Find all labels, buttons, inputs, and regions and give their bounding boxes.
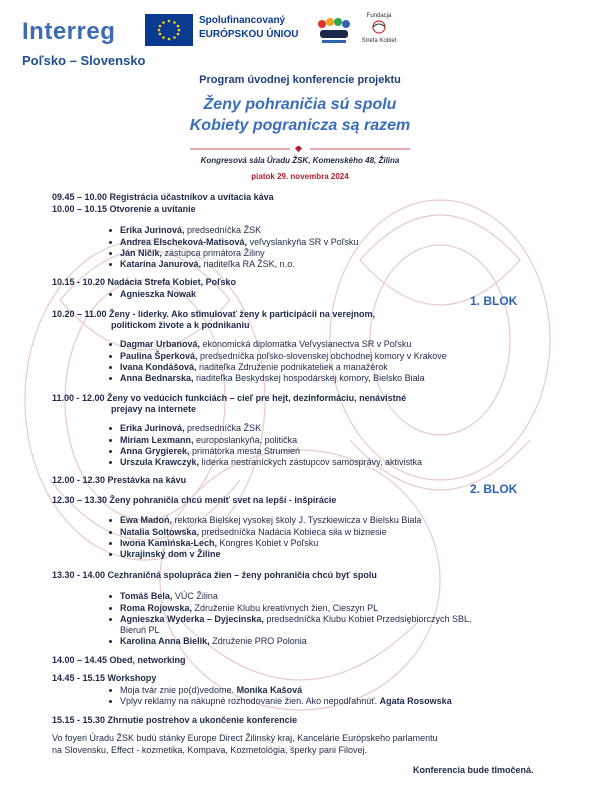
fundacja-line-1: Fundacja bbox=[366, 13, 392, 19]
workshop-lead: Agata Rosowska bbox=[379, 696, 452, 706]
bullet bbox=[109, 640, 112, 643]
block-2-label: 2. BLOK bbox=[470, 482, 518, 496]
bullet bbox=[109, 450, 112, 453]
title-polish: Kobiety pogranicza są razem bbox=[189, 117, 411, 134]
speaker-role: predsedníčka poľsko-slovenskej obchodnej komory v Krakove bbox=[197, 351, 447, 361]
speaker-role: zástupca primátora Žiliny bbox=[162, 248, 265, 258]
bullet bbox=[109, 689, 112, 692]
bullet bbox=[109, 293, 112, 296]
speaker-role: primátorka mesta Strumień bbox=[189, 446, 301, 456]
speaker-item bbox=[120, 614, 472, 625]
speaker-item bbox=[120, 373, 425, 384]
eu-line-1: Spolufinancovaný bbox=[199, 15, 286, 26]
speaker-item bbox=[120, 538, 318, 549]
session-workshops: 14.45 - 15.15 Workshopy bbox=[52, 673, 157, 683]
speaker-name: Agnieszka Wyderka – Dyjecinska, bbox=[120, 614, 264, 624]
speaker-role: veľvyslankyňa SR v Poľsku bbox=[247, 237, 359, 247]
speaker-item bbox=[120, 351, 447, 362]
speaker-item bbox=[120, 289, 196, 300]
speaker-item bbox=[120, 248, 265, 259]
bullet bbox=[109, 229, 112, 232]
speaker-name: Miriam Lexmann, bbox=[120, 435, 194, 445]
speaker-role: riaditeľka Združenie podnikateliek a manažérok bbox=[196, 362, 388, 372]
speaker-name: Anna Bednarska, bbox=[120, 373, 194, 383]
speaker-name: Karolina Anna Bielik, bbox=[120, 636, 210, 646]
speaker-name: Andrea Elscheková-Matisová, bbox=[120, 237, 248, 247]
speaker-item bbox=[120, 549, 221, 560]
speaker-name: Agnieszka Nowak bbox=[120, 289, 197, 299]
fundacja-emblem-icon bbox=[359, 20, 399, 34]
speaker-name: Ukrajinský dom v Žiline bbox=[120, 549, 221, 559]
bullet bbox=[109, 427, 112, 430]
session-hate-line-1: 11.00 - 12.00 Ženy vo vedúcich funkciách – cieľ pre hejt, dezinformáciu, nenávistné bbox=[52, 393, 407, 403]
bullet bbox=[109, 607, 112, 610]
speaker-name: Paulina Šperková, bbox=[120, 351, 198, 361]
session-leaders-line-2: politickom živote a k podnikaniu bbox=[111, 320, 250, 330]
event-date: piatok 29. novembra 2024 bbox=[251, 172, 349, 181]
fundacja-strefa-kobiet-logo bbox=[358, 12, 400, 46]
speaker-role: predsedníčka ŽSK bbox=[184, 423, 262, 433]
speaker-name: Dagmar Urbanová, bbox=[120, 339, 201, 349]
speaker-role: predsedníčka Nadácia Kobieca siła w biznesie bbox=[199, 527, 387, 537]
bullet bbox=[109, 618, 112, 621]
program-region: Poľsko – Slovensko bbox=[22, 53, 146, 68]
speaker-role: Združenie Klubu kreatívnych žien, Cieszyn PL bbox=[192, 603, 379, 613]
speaker-name: Natalia Soltowska, bbox=[120, 527, 200, 537]
bullet bbox=[109, 263, 112, 266]
session-summary: 15.15 - 15.30 Zhrnutie postrehov a ukončenie konferencie bbox=[52, 715, 298, 725]
venue: Kongresová sála Úradu ŽSK, Komenského 48, Žilina bbox=[200, 156, 400, 165]
eu-flag-icon bbox=[145, 14, 193, 46]
speaker-role: predsedníčka Klubu Kobiet Przedsiębiorczych SBL, bbox=[263, 614, 472, 624]
bullet bbox=[109, 519, 112, 522]
bullet bbox=[109, 366, 112, 369]
session-cross-border: 13.30 - 14.00 Cezhraničná spolupráca žien – ženy pohraničia chcú byť spolu bbox=[52, 570, 377, 580]
bullet bbox=[109, 377, 112, 380]
speaker-role: VÚC Žilina bbox=[172, 591, 218, 601]
title-slovak: Ženy pohraničia sú spolu bbox=[203, 96, 397, 113]
speaker-item bbox=[120, 457, 422, 468]
session-foundation: 10.15 - 10.20 Nadácia Strefa Kobiet, Poľsko bbox=[52, 277, 237, 287]
bullet bbox=[109, 252, 112, 255]
speaker-item bbox=[120, 603, 378, 614]
speaker-role: riaditeľka Beskydskej hospodárskej komory, Bielsko Biala bbox=[193, 373, 425, 383]
speaker-item bbox=[120, 259, 295, 270]
block-1-label: 1. BLOK bbox=[470, 294, 518, 308]
speaker-name: Tomáš Bela, bbox=[120, 591, 173, 601]
eu-cofunding-label bbox=[199, 14, 298, 42]
bullet bbox=[109, 595, 112, 598]
bullet bbox=[109, 531, 112, 534]
workshop-title: Moja tvár znie po(d)vedome. bbox=[120, 685, 237, 695]
speaker-name: Iwona Kamińska-Lech, bbox=[120, 538, 218, 548]
bullet bbox=[109, 553, 112, 556]
speaker-role: predsedníčka ŽSK bbox=[184, 225, 262, 235]
speaker-role: Kongres Kobiet v Poľsku bbox=[217, 538, 319, 548]
speaker-item bbox=[120, 435, 297, 446]
program-label: Program úvodnej konferencie projektu bbox=[199, 74, 401, 86]
speaker-item bbox=[120, 237, 358, 248]
speaker-role: riaditeľka RA ŽSK, n.o. bbox=[201, 259, 295, 269]
speaker-name: Urszula Krawczyk, bbox=[120, 457, 200, 467]
bullet bbox=[109, 700, 112, 703]
interpretation-note: Konferencia bude tlmočená. bbox=[413, 765, 534, 775]
session-inspirations: 12.30 – 13.30 Ženy pohraničia chcú meniť svet na lepší - inšpirácie bbox=[52, 495, 337, 505]
session-leaders-line-1: 10.20 – 11.00 Ženy - líderky. Ako stimulovať ženy k participácii na verejnom, bbox=[52, 309, 375, 319]
bullet bbox=[109, 439, 112, 442]
footer-note-line-1: Vo foyeri Úradu ŽSK budú stánky Europe Direct Žilinský kraj, Kancelárie Európskeho parlamentu bbox=[52, 733, 438, 743]
speaker-item bbox=[120, 225, 261, 236]
eu-line-2: EURÓPSKOU ÚNIOU bbox=[199, 29, 299, 40]
session-opening: 10.00 – 10.15 Otvorenie a uvítanie bbox=[52, 204, 196, 214]
session-coffee-break: 12.00 - 12.30 Prestávka na kávu bbox=[52, 475, 187, 485]
speaker-name: Ján Ničík, bbox=[120, 248, 163, 258]
header-logos bbox=[22, 10, 582, 50]
speaker-name: Ewa Madoń, bbox=[120, 515, 173, 525]
speaker-item bbox=[120, 339, 411, 350]
speaker-name: Roma Rojowska, bbox=[120, 603, 193, 613]
speaker-role: ekonomická diplomatka Veľvyslanectva SR v Poľsku bbox=[200, 339, 412, 349]
speaker-name: Katarína Janurová, bbox=[120, 259, 202, 269]
workshop-title: Vplyv reklamy na nákupné rozhodovanie žien. Ako nepodľahnúť. bbox=[120, 696, 380, 706]
speaker-name: Anna Grygierek, bbox=[120, 446, 190, 456]
workshop-item bbox=[120, 685, 302, 696]
fundacja-line-2: Strefa Kobiet bbox=[361, 38, 397, 44]
speaker-item bbox=[120, 636, 307, 647]
speaker-item bbox=[120, 362, 388, 373]
speaker-item bbox=[120, 515, 421, 526]
bullet bbox=[109, 355, 112, 358]
bullet bbox=[109, 542, 112, 545]
footer-note-line-2: na Slovensku, Effect - kozmetika, Kompava, Kozmetológia, šperky pani Filovej. bbox=[52, 745, 367, 755]
speaker-role: líderka nestraníckych zástupcov samosprávy, aktivistka bbox=[199, 457, 422, 467]
interreg-logo: Interreg bbox=[22, 18, 116, 45]
speaker-role: europoslankyňa, politička bbox=[193, 435, 298, 445]
speaker-item bbox=[120, 527, 387, 538]
speaker-role: rektorka Bielskej vysokej školy J. Tyszkiewicza v Bielsku Biala bbox=[172, 515, 422, 525]
speaker-item bbox=[120, 446, 300, 457]
speaker-role: Združenie PRO Polonia bbox=[209, 636, 307, 646]
workshop-lead: Monika Kašová bbox=[236, 685, 303, 695]
speaker-name: Erika Jurinová, bbox=[120, 423, 185, 433]
session-hate-line-2: prejavy na internete bbox=[111, 404, 197, 414]
session-lunch: 14.00 – 14.45 Obed, networking bbox=[52, 655, 186, 665]
title-divider bbox=[190, 146, 410, 152]
speaker-name: Erika Jurinová, bbox=[120, 225, 185, 235]
bullet bbox=[109, 241, 112, 244]
bullet bbox=[109, 343, 112, 346]
session-registration: 09.45 – 10.00 Registrácia účastníkov a uvítacia káva bbox=[52, 192, 274, 202]
speaker-role-continued: Bieruń PL bbox=[120, 625, 160, 635]
speaker-item bbox=[120, 423, 261, 434]
workshop-item bbox=[120, 696, 452, 707]
speaker-name: Ivana Kondášová, bbox=[120, 362, 197, 372]
speaker-item bbox=[120, 591, 218, 602]
bullet bbox=[109, 461, 112, 464]
regional-agency-logo-icon bbox=[314, 14, 354, 46]
